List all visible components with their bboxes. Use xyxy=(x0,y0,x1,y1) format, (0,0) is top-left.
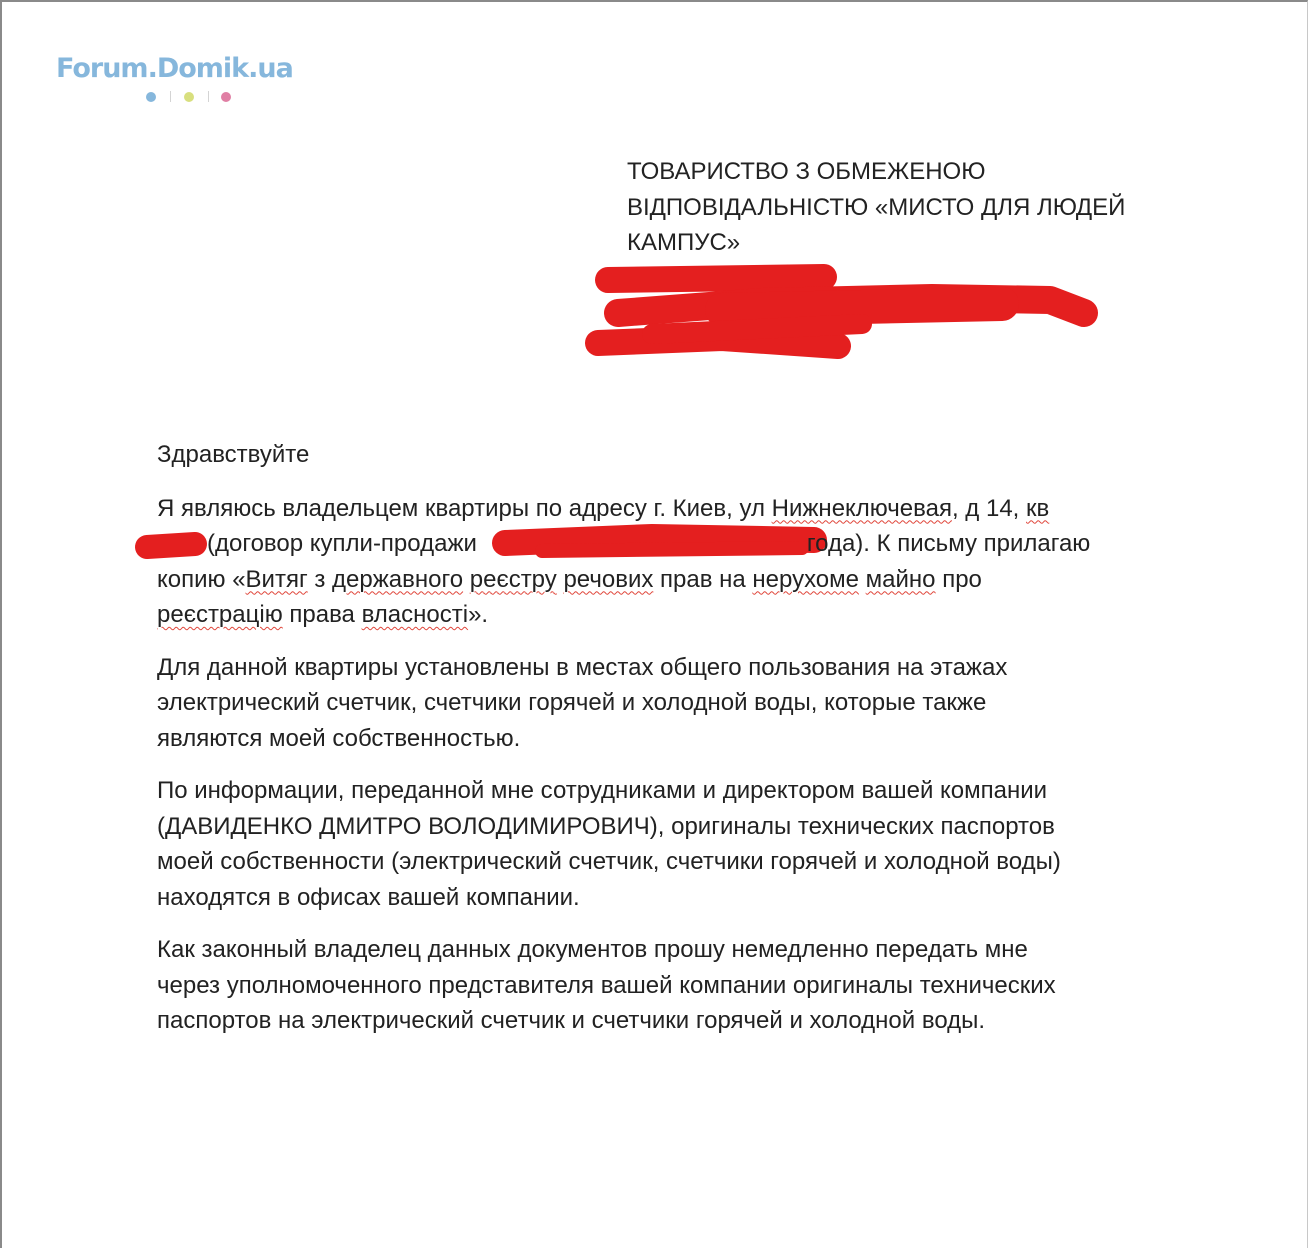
text-run: ». xyxy=(468,601,489,628)
paragraph-meters xyxy=(157,650,1177,757)
text-run: (договор купли-продажи xyxy=(207,530,477,557)
greeting: Здравствуйте xyxy=(157,441,310,468)
recipient-line: ТОВАРИСТВО З ОБМЕЖЕНОЮ xyxy=(627,158,986,185)
text-run: прав на xyxy=(653,565,753,593)
text-line: Для данной квартиры установлены в местах общего пользования на этажах xyxy=(157,653,1008,681)
recipient-line: КАМПУС» xyxy=(627,229,741,256)
text-line: Как законный владелец данных документов прошу немедленно передать мне xyxy=(157,936,1028,963)
text-run: копию « xyxy=(157,565,246,593)
text-line: паспортов на электрический счетчик и счетчики горячей и холодной воды. xyxy=(157,1007,986,1034)
text-run xyxy=(463,566,470,593)
paragraph-request xyxy=(157,932,1177,1039)
logo-text: Forum.Domik.ua xyxy=(56,53,293,84)
text-run: про xyxy=(935,565,982,593)
text-run: Я являюсь владельцем квартиры по адресу г. Киев, ул xyxy=(157,494,772,522)
redaction-stroke xyxy=(652,324,862,334)
redaction-stroke xyxy=(722,304,1002,310)
text-run: права xyxy=(282,601,362,628)
text-line: через уполномоченного представителя вашей компании оригиналы технических xyxy=(157,971,1056,999)
text-run: года). К письму прилагаю xyxy=(806,530,1091,557)
spellcheck-word: державного xyxy=(332,565,464,593)
spellcheck-word: Нижнеключевая xyxy=(771,494,952,522)
spellcheck-word: реєстрацію xyxy=(157,601,283,628)
spellcheck-word: Витяг xyxy=(245,565,308,593)
letter-body xyxy=(157,437,1177,1056)
text-line: (ДАВИДЕНКО ДМИТРО ВОЛОДИМИРОВИЧ), оригиналы технических паспортов xyxy=(157,812,1055,840)
spellcheck-word: власності xyxy=(361,601,469,628)
spellcheck-word: речових xyxy=(563,565,654,593)
spellcheck-word: реєстру xyxy=(469,565,557,593)
text-run: , д 14, xyxy=(951,494,1027,522)
spellcheck-word: кв xyxy=(1026,494,1050,522)
text-line: моей собственности (электрический счетчик, счетчики горячей и холодной воды) xyxy=(157,848,1061,875)
text-run xyxy=(859,566,866,593)
text-line: находятся в офисах вашей компании. xyxy=(157,883,580,911)
text-line: электрический счетчик, счетчики горячей и холодной воды, которые также xyxy=(157,689,987,716)
text-line: являются моей собственностью. xyxy=(157,724,521,752)
spellcheck-word: нерухоме xyxy=(752,565,859,593)
paragraph-passports-info xyxy=(157,773,1177,915)
spellcheck-word: майно xyxy=(865,565,936,593)
recipient-line: ВІДПОВІДАЛЬНІСТЮ «МИСТО ДЛЯ ЛЮДЕЙ xyxy=(627,193,1126,221)
paragraph-ownership xyxy=(157,491,1177,633)
text-run: з xyxy=(307,565,333,593)
text-line: По информации, переданной мне сотрудниками и директором вашей компании xyxy=(157,777,1048,804)
redaction-stroke xyxy=(608,277,824,280)
